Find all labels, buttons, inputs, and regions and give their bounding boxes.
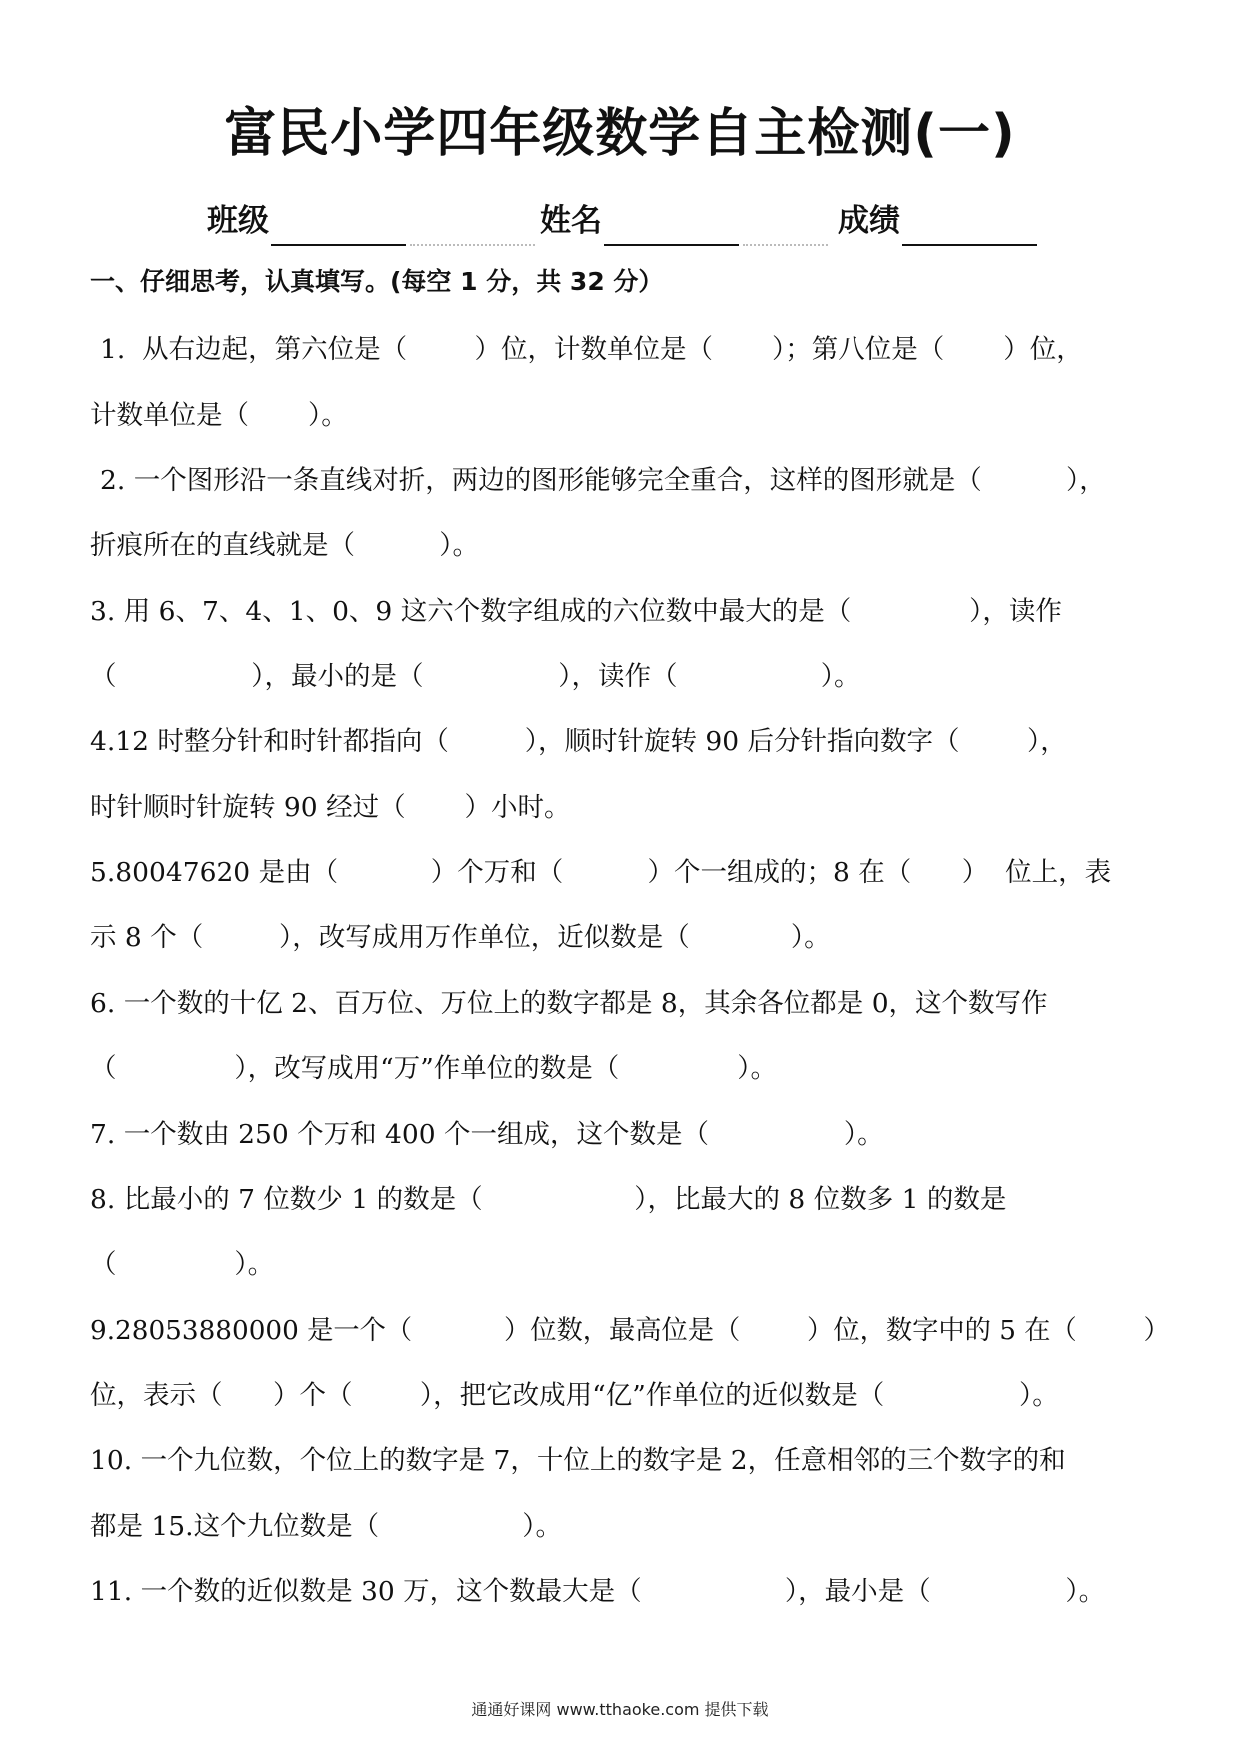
question-3-line-1: 3. 用 6、7、4、1、0、9 这六个数字组成的六位数中最大的是（ ），读作 [90,596,1062,627]
question-7-line-1: 7. 一个数由 250 个万和 400 个一组成，这个数是（ ）。 [90,1119,884,1150]
question-2-line-1: 2. 一个图形沿一条直线对折，两边的图形能够完全重合，这样的图形就是（ ）， [100,465,1106,496]
class-blank [271,210,406,246]
section-one-heading: 一、仔细思考，认真填写。(每空 1 分，共 32 分） [90,267,664,296]
question-10-line-2: 都是 15.这个九位数是（ ）。 [90,1511,563,1542]
question-9-line-2: 位，表示（ ）个（ ），把它改成用“亿”作单位的近似数是（ ）。 [90,1380,1059,1411]
score-label: 成绩 [838,203,900,239]
footer-source: 通通好课网 www.tthaoke.com 提供下载 [471,1700,769,1719]
question-8-line-1: 8. 比最小的 7 位数少 1 的数是（ ），比最大的 8 位数多 1 的数是 [90,1184,1007,1215]
score-field [838,196,1037,246]
question-6-line-2: （ ），改写成用“万”作单位的数是（ ）。 [90,1053,777,1084]
question-3-line-2: （ ），最小的是（ ），读作（ ）。 [90,661,861,692]
question-5-line-1: 5.80047620 是由（ ）个万和（ ）个一组成的；8 在（ ） 位上，表 [90,857,1112,888]
name-label: 姓名 [540,203,602,239]
question-6-line-1: 6. 一个数的十亿 2、百万位、万位上的数字都是 8，其余各位都是 0，这个数写作 [90,988,1048,1019]
question-4-line-1: 4.12 时整分针和时针都指向（ ），顺时针旋转 90 后分针指向数字（ ）， [90,726,1067,757]
question-5-line-2: 示 8 个（ ），改写成用万作单位，近似数是（ ）。 [90,922,831,953]
question-2-line-2: 折痕所在的直线就是（ ）。 [90,530,479,561]
class-label: 班级 [207,203,269,239]
question-9-line-1: 9.28053880000 是一个（ ）位数，最高位是（ ）位，数字中的 5 在（ ） [90,1315,1170,1346]
question-4-line-2: 时针顺时针旋转 90 经过（ ）小时。 [90,792,571,823]
question-1-line-2: 计数单位是（ ）。 [90,400,348,431]
question-8-line-2: （ ）。 [90,1249,275,1280]
name-field [540,196,828,246]
class-field [207,196,535,246]
class-dots [410,210,535,246]
question-1-line-1: 1. 从右边起，第六位是（ ）位，计数单位是（ ）；第八位是（ ）位， [100,334,1083,365]
name-blank [604,210,739,246]
name-dots [743,210,828,246]
question-10-line-1: 10. 一个九位数，个位上的数字是 7，十位上的数字是 2，任意相邻的三个数字的和 [90,1445,1066,1476]
student-info-row [0,196,1240,246]
question-11-line-1: 11. 一个数的近似数是 30 万，这个数最大是（ ），最小是（ ）。 [90,1576,1106,1607]
score-blank [902,210,1037,246]
exam-title: 富民小学四年级数学自主检测(一) [224,104,1016,164]
